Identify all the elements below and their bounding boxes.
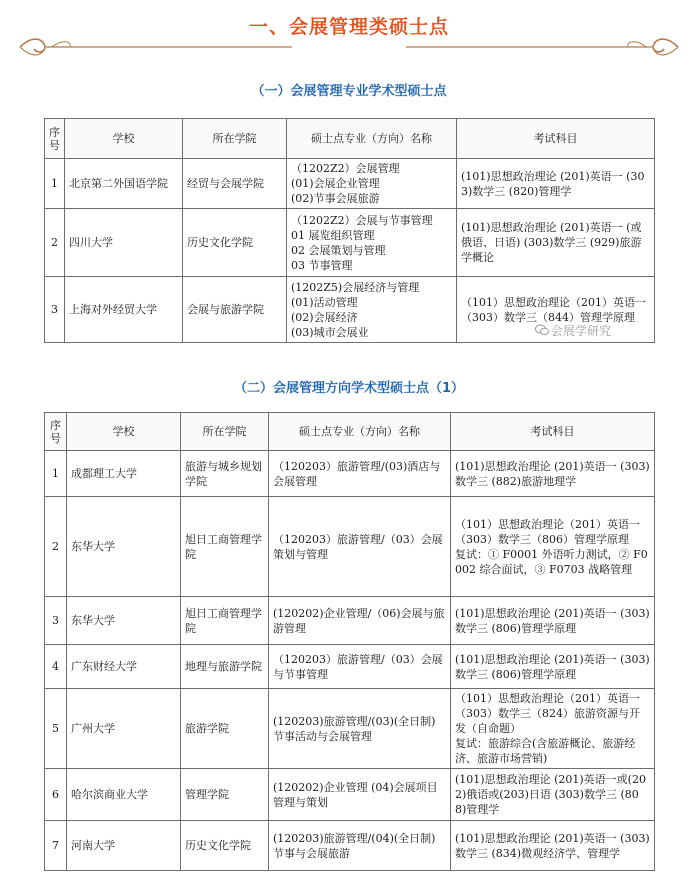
header-exam: 考试科目 <box>451 413 655 451</box>
header-no: 序号 <box>45 119 65 159</box>
row-exam: (101)思想政治理论 (201)英语一 (303)数学三 (806)管理学原理 <box>451 645 655 689</box>
table-row <box>45 497 655 597</box>
table-row <box>45 821 655 871</box>
row-major: (120202)企业管理/（06)会展与旅游管理 <box>269 597 451 645</box>
row-college: 历史文化学院 <box>183 209 287 277</box>
table-row <box>45 159 655 209</box>
header-school: 学校 <box>65 119 183 159</box>
watermark-text: 会展学研究 <box>551 324 612 338</box>
header-major: 硕士点专业（方向）名称 <box>287 119 457 159</box>
row-no: 1 <box>45 451 67 497</box>
row-school: 东华大学 <box>67 597 181 645</box>
row-no: 3 <box>45 597 67 645</box>
row-no: 7 <box>45 821 67 871</box>
row-no: 5 <box>45 689 67 769</box>
header-college: 所在学院 <box>183 119 287 159</box>
section1-heading: （一）会展管理专业学术型硕士点 <box>251 84 447 99</box>
header-college: 所在学院 <box>181 413 269 451</box>
row-college: 管理学院 <box>181 769 269 821</box>
row-major: （120203）旅游管理/（03）会展与节事管理 <box>269 645 451 689</box>
watermark <box>535 322 611 339</box>
row-exam: (101)思想政治理论 (201)英语一 (303)数学三 (834)微观经济学、管理学 <box>451 821 655 871</box>
row-college: 旅游与城乡规划学院 <box>181 451 269 497</box>
row-major: (1202Z5)会展经济与管理 (01)活动管理 (02)会展经济 (03)城市会展业 <box>287 277 457 343</box>
page-title: 一、会展管理类硕士点 <box>248 16 449 38</box>
row-major: （120203）旅游管理/(03)酒店与会展管理 <box>269 451 451 497</box>
row-school: 上海对外经贸大学 <box>65 277 183 343</box>
row-college: 会展与旅游学院 <box>183 277 287 343</box>
header-school: 学校 <box>67 413 181 451</box>
header-no: 序号 <box>45 413 67 451</box>
ornament-left-icon <box>12 34 312 60</box>
row-major: (120203)旅游管理/(03)(全日制)节事活动与会展管理 <box>269 689 451 769</box>
row-no: 2 <box>45 209 65 277</box>
row-major: （1202Z2）会展与节事管理 01 展览组织管理 02 会展策划与管理 03 节事管理 <box>287 209 457 277</box>
header-exam: 考试科目 <box>457 119 655 159</box>
row-college: 地理与旅游学院 <box>181 645 269 689</box>
table-row <box>45 451 655 497</box>
section1-table <box>44 118 655 343</box>
row-school: 广州大学 <box>67 689 181 769</box>
table-header-row <box>45 413 655 451</box>
wechat-icon <box>535 324 549 336</box>
row-school: 四川大学 <box>65 209 183 277</box>
row-major: (120202)企业管理 (04)会展项目管理与策划 <box>269 769 451 821</box>
row-exam: (101)思想政治理论 (201)英语一 (303)数学三 (882)旅游地理学 <box>451 451 655 497</box>
section2-heading: （二）会展管理方向学术型硕士点（1） <box>233 381 465 396</box>
table-row <box>45 689 655 769</box>
row-college: 旭日工商管理学院 <box>181 597 269 645</box>
row-no: 4 <box>45 645 67 689</box>
row-school: 河南大学 <box>67 821 181 871</box>
row-exam: （101）思想政治理论（201）英语一（303）数学三（806）管理学原理 复试：① F0001 外语听力测试，② F0002 综合面试，③ F0703 战略管理 <box>451 497 655 597</box>
row-school: 成都理工大学 <box>67 451 181 497</box>
row-school: 北京第二外国语学院 <box>65 159 183 209</box>
row-school: 东华大学 <box>67 497 181 597</box>
row-college: 旭日工商管理学院 <box>181 497 269 597</box>
row-college: 经贸与会展学院 <box>183 159 287 209</box>
table-row <box>45 645 655 689</box>
row-no: 3 <box>45 277 65 343</box>
row-exam: (101)思想政治理论 (201)英语一 (303)数学三 (820)管理学 <box>457 159 655 209</box>
table-row <box>45 769 655 821</box>
header-major: 硕士点专业（方向）名称 <box>269 413 451 451</box>
row-no: 6 <box>45 769 67 821</box>
row-exam: （101）思想政治理论（201）英语一（303）数学三（824）旅游资源与开发（自命题） 复试：旅游综合(含旅游概论、旅游经济、旅游市场营销) <box>451 689 655 769</box>
row-major: （120203）旅游管理/（03）会展策划与管理 <box>269 497 451 597</box>
row-major: （1202Z2）会展管理 (01)会展企业管理 (02)节事会展旅游 <box>287 159 457 209</box>
row-no: 2 <box>45 497 67 597</box>
row-exam: (101)思想政治理论 (201)英语一或(202)俄语或(203)日语 (303)数学三 (808)管理学 <box>451 769 655 821</box>
table-row <box>45 209 655 277</box>
row-exam: (101)思想政治理论 (201)英语一 (或俄语、日语) (303)数学三 (929)旅游学概论 <box>457 209 655 277</box>
row-school: 哈尔滨商业大学 <box>67 769 181 821</box>
section2-table <box>44 412 655 871</box>
table-row <box>45 597 655 645</box>
row-exam: (101)思想政治理论 (201)英语一 (303)数学三 (806)管理学原理 <box>451 597 655 645</box>
row-no: 1 <box>45 159 65 209</box>
row-exam: （101）思想政治理论（201）英语一（303）数学三（844）管理学原理 <box>457 277 655 343</box>
row-college: 旅游学院 <box>181 689 269 769</box>
table-header-row <box>45 119 655 159</box>
row-school: 广东财经大学 <box>67 645 181 689</box>
row-major: (120203)旅游管理/(04)(全日制)节事与会展旅游 <box>269 821 451 871</box>
ornament-right-icon <box>386 34 686 60</box>
row-college: 历史文化学院 <box>181 821 269 871</box>
